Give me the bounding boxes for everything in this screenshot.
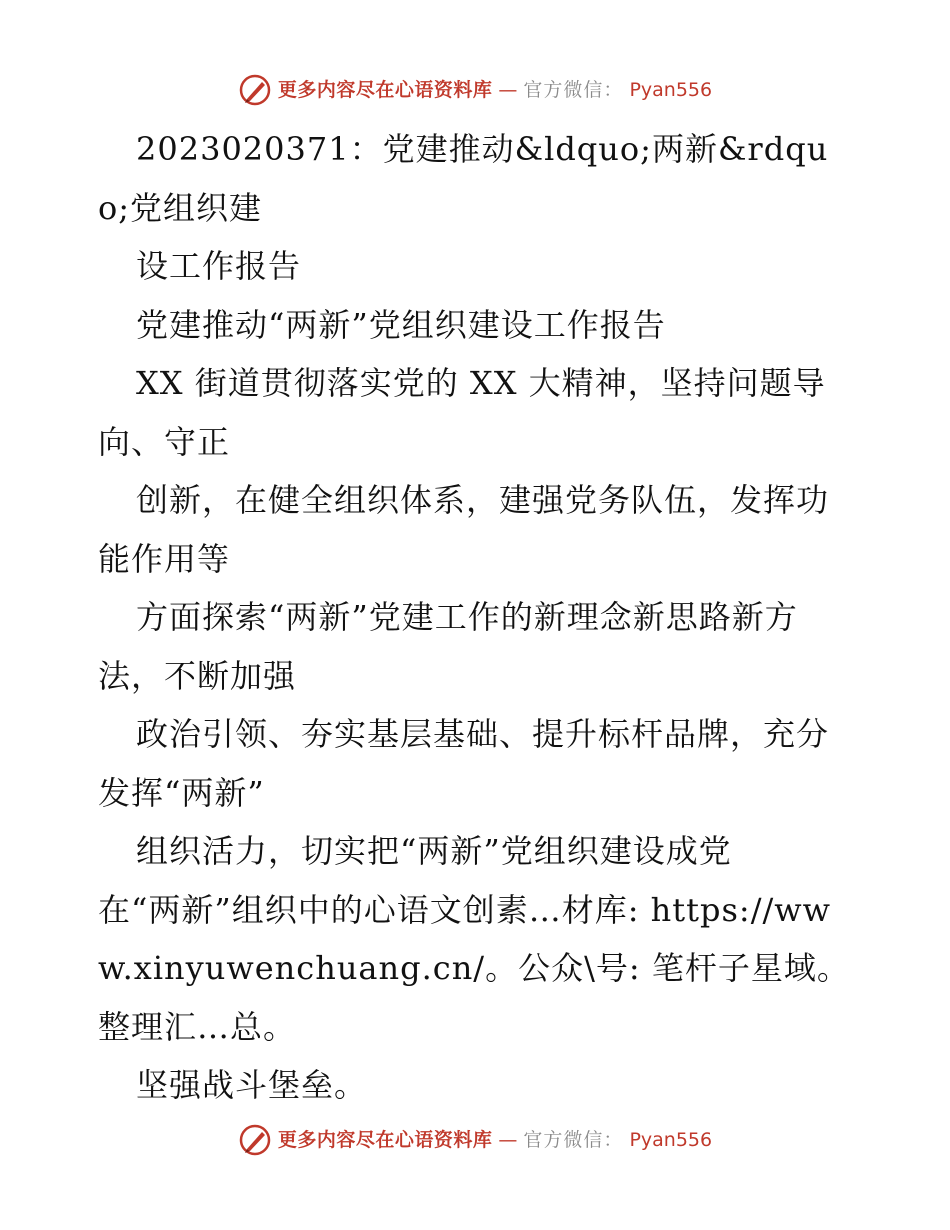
paragraph-line: 坚强战斗堡垒。 [136,1066,368,1104]
paragraph-line: 创新，在健全组织体系，建强党务队伍，发挥功能作用等 [98,481,830,578]
quill-pen-circle-icon [238,73,272,107]
paragraph-line: 政治引领、夯实基层基础、提升标杆品牌，充分发挥“两新” [98,715,830,812]
watermark-wechat-id: Pyan556 [629,79,713,101]
watermark-wechat-id: Pyan556 [629,1129,713,1151]
paragraph-line: XX 街道贯彻落实党的 XX 大精神，坚持问题导向、守正 [98,364,826,461]
watermark-dash: — [498,79,518,101]
paragraph-line: 2023020371：党建推动&ldquo;两新&rdquo;党组织建 [98,130,829,227]
paragraph-line: 方面探索“两新”党建工作的新理念新思路新方法，不断加强 [98,598,798,695]
watermark-brand-text: 更多内容尽在心语资料库 [277,79,493,101]
watermark-dash: — [498,1129,518,1151]
watermark-wechat-label: 官方微信： [523,79,624,101]
footer-watermark [0,1122,950,1158]
watermark-brand-text: 更多内容尽在心语资料库 [277,1129,493,1151]
document-body [98,120,858,1115]
paragraph-line-with-link: 在“两新”组织中的心语文创素…材库: https://www.xinyuwenchuang.cn/。公众\号: 笔杆子星域。整理汇…总。 [98,890,850,1046]
watermark-wechat-label: 官方微信： [523,1129,624,1151]
paragraph-line: 组织活力，切实把“两新”党组织建设成党 [136,832,732,870]
header-watermark [0,72,950,108]
quill-pen-circle-icon [238,1123,272,1157]
paragraph-line: 党建推动“两新”党组织建设工作报告 [136,305,666,344]
paragraph-line: 设工作报告 [136,247,302,285]
